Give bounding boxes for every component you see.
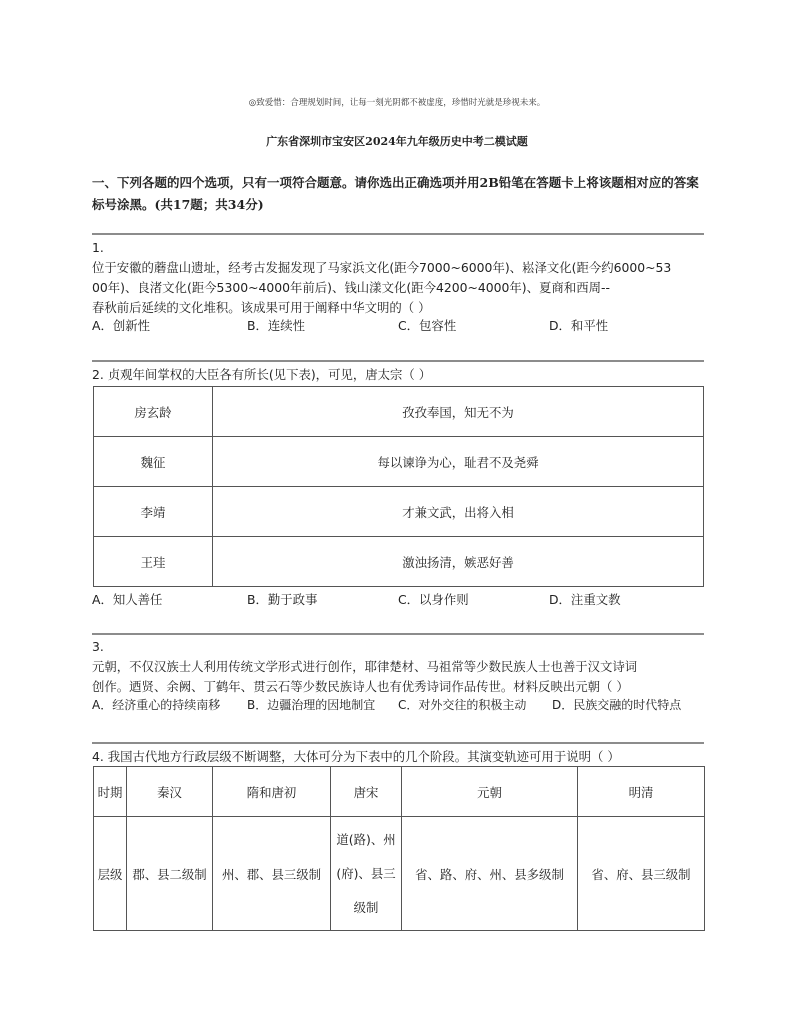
option-c[interactable]: C．包容性 (398, 318, 457, 333)
divider (92, 742, 704, 744)
table-cell: 郡、县二级制 (127, 817, 213, 931)
question-line: 春秋前后延续的文化堆积。该成果可用于阐释中华文明的（ ） (92, 300, 431, 315)
table-header-cell: 隋和唐初 (213, 767, 331, 817)
table-cell: 魏征 (94, 437, 213, 487)
table-cell: 王珪 (94, 537, 213, 587)
table-header-row (94, 767, 705, 817)
option-c[interactable]: C．以身作则 (398, 592, 469, 607)
table-cell: 道(路)、州(府)、县三级制 (331, 817, 402, 931)
table-row (94, 387, 704, 437)
page-title: 广东省深圳市宝安区2024年九年级历史中考二模试题 (266, 135, 528, 148)
option-a[interactable]: A．创新性 (92, 318, 151, 333)
question-number: 1. (92, 240, 104, 255)
table-header-cell: 唐宋 (331, 767, 402, 817)
table-cell: 激浊扬清，嫉恶好善 (213, 537, 704, 587)
table-row (94, 487, 704, 537)
table-header-cell: 秦汉 (127, 767, 213, 817)
option-b[interactable]: B．勤于政事 (247, 592, 318, 607)
question-3 (92, 637, 704, 697)
table-cell: 孜孜奉国，知无不为 (213, 387, 704, 437)
table-row (94, 537, 704, 587)
option-a[interactable]: A．经济重心的持续南移 (92, 698, 221, 712)
divider (92, 360, 704, 362)
table-cell: 州、郡、县三级制 (213, 817, 331, 931)
table-header-cell: 时期 (94, 767, 127, 817)
section-heading: 一、下列各题的四个选项，只有一项符合题意。请你选出正确选项并用2B铅笔在答题卡上将该题相对应的答案标号涂黑。(共17题；共34分) (92, 175, 699, 212)
question-line: 创作。迺贤、余阙、丁鹤年、贯云石等少数民族诗人也有优秀诗词作品传世。材料反映出元朝（ ） (92, 679, 629, 694)
question-2-stem: 2. 贞观年间掌权的大臣各有所长(见下表)，可见，唐太宗（ ） (92, 367, 432, 382)
question-number: 3. (92, 639, 104, 654)
table-header-cell: 元朝 (402, 767, 578, 817)
table-cell: 省、府、县三级制 (578, 817, 705, 931)
question-4-stem: 4. 我国古代地方行政层级不断调整，大体可分为下表中的几个阶段。其演变轨迹可用于说明（ ） (92, 749, 620, 764)
option-c[interactable]: C．对外交往的积极主动 (398, 698, 527, 712)
question-line: 位于安徽的蘑盘山遗址，经考古发掘发现了马家浜文化(距今7000~6000年)、崧泽文化(距今约6000~53 (92, 260, 672, 275)
table-cell: 房玄龄 (94, 387, 213, 437)
divider (92, 633, 704, 635)
question-1 (92, 238, 704, 318)
motto-text: ◎致爱惜：合理规划时间，让每一刻光阴都不被虚度，珍惜时光就是珍视未来。 (248, 98, 546, 108)
option-d[interactable]: D．民族交融的时代特点 (552, 698, 682, 712)
table-row (94, 817, 705, 931)
table-cell: 每以谏诤为心，耻君不及尧舜 (213, 437, 704, 487)
option-d[interactable]: D．注重文教 (549, 592, 621, 607)
option-b[interactable]: B．连续性 (247, 318, 306, 333)
question-line: 元朝，不仅汉族士人利用传统文学形式进行创作，耶律楚材、马祖常等少数民族人士也善于汉文诗词 (92, 659, 638, 674)
option-d[interactable]: D．和平性 (549, 318, 609, 333)
table-cell: 省、路、府、州、县多级制 (402, 817, 578, 931)
q4-table (93, 766, 705, 931)
question-line: 00年)、良渚文化(距今5300~4000年前后)、钱山漾文化(距今4200~4000年)、夏商和西周-- (92, 280, 610, 295)
divider (92, 233, 704, 235)
table-cell: 李靖 (94, 487, 213, 537)
option-b[interactable]: B．边疆治理的因地制宜 (247, 698, 376, 712)
q2-table (93, 386, 704, 587)
table-row (94, 437, 704, 487)
table-cell: 才兼文武，出将入相 (213, 487, 704, 537)
option-a[interactable]: A．知人善任 (92, 592, 163, 607)
table-header-cell: 明清 (578, 767, 705, 817)
table-cell: 层级 (94, 817, 127, 931)
